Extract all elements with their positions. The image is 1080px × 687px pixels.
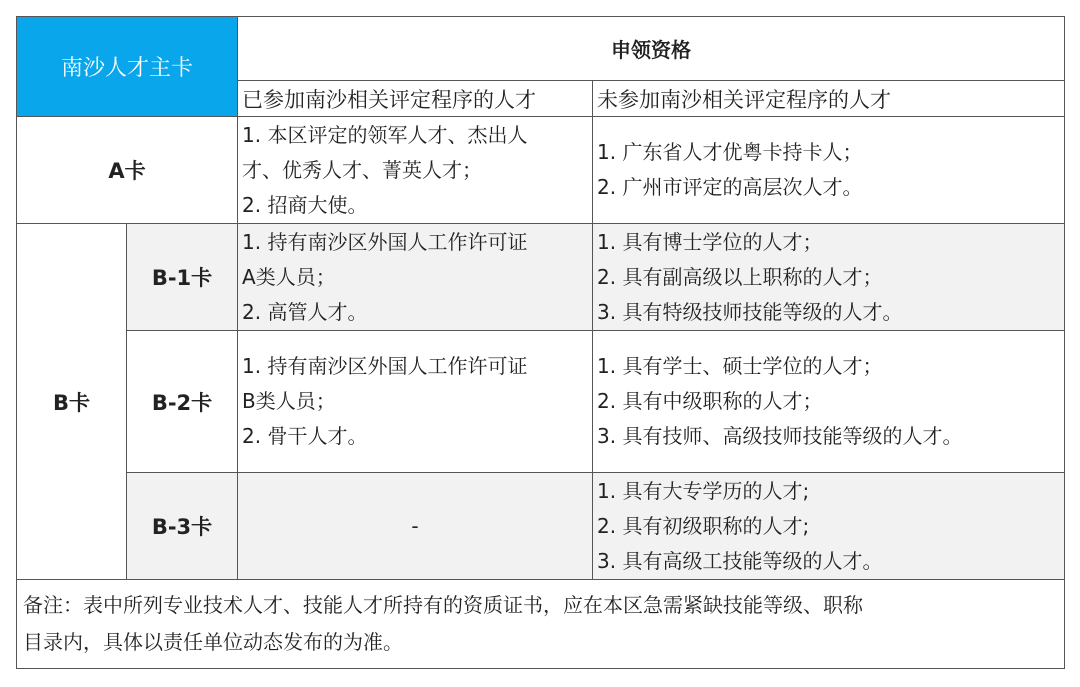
card-a-not-participated [593, 117, 1065, 224]
text-line: 2. 高管人才。 [242, 299, 368, 324]
card-b1-participated [238, 224, 593, 331]
card-b1-label: B-1卡 [127, 224, 238, 331]
text-line: 2. 骨干人才。 [242, 424, 368, 448]
col-not-participated-header: 未参加南沙相关评定程序的人才 [593, 81, 1065, 117]
card-b3-participated: - [238, 473, 593, 580]
corner-label: 南沙人才主卡 [17, 17, 238, 117]
text-line: 1. 本区评定的领军人才、杰出人 [242, 122, 528, 147]
card-b2-label: B-2卡 [127, 331, 238, 473]
card-a-participated [238, 117, 593, 224]
text-line: 2. 招商大使。 [242, 192, 368, 217]
text-line: 3. 具有高级工技能等级的人才。 [597, 548, 883, 573]
text-line: 2. 具有初级职称的人才; [597, 513, 810, 538]
talent-card-table [16, 16, 1065, 669]
text-line: 3. 具有特级技师技能等级的人才。 [597, 299, 903, 324]
text-line: 1. 广东省人才优粤卡持卡人； [597, 140, 863, 164]
card-b3-not-participated [593, 473, 1065, 580]
card-b3-label: B-3卡 [127, 473, 238, 580]
text-line: 1. 持有南沙区外国人工作许可证 [242, 354, 528, 378]
text-line: 1. 具有学士、硕士学位的人才； [597, 354, 883, 378]
text-line: A类人员； [242, 264, 336, 289]
text-line: 2. 具有中级职称的人才； [597, 389, 823, 413]
text-line: 2. 广州市评定的高层次人才。 [597, 175, 863, 199]
eligibility-header: 申领资格 [238, 17, 1065, 81]
text-line: 2. 具有副高级以上职称的人才； [597, 264, 883, 289]
text-line: 1. 持有南沙区外国人工作许可证 [242, 229, 528, 254]
text-line: B类人员； [242, 389, 336, 413]
text-line: 才、优秀人才、菁英人才； [242, 157, 483, 182]
card-b-label: B卡 [17, 224, 127, 580]
text-line: 1. 具有博士学位的人才； [597, 229, 823, 254]
card-b2-not-participated [593, 331, 1065, 473]
text-line: 1. 具有大专学历的人才; [597, 478, 810, 503]
note-line: 备注：表中所列专业技术人才、技能人才所持有的资质证书，应在本区急需紧缺技能等级、职称 [23, 593, 863, 617]
note-line: 目录内，具体以责任单位动态发布的为准。 [23, 630, 403, 654]
card-a-label: A卡 [17, 117, 238, 224]
text-line: 3. 具有技师、高级技师技能等级的人才。 [597, 424, 963, 448]
remarks-note [17, 580, 1065, 669]
card-b1-not-participated [593, 224, 1065, 331]
card-b2-participated [238, 331, 593, 473]
col-participated-header: 已参加南沙相关评定程序的人才 [238, 81, 593, 117]
